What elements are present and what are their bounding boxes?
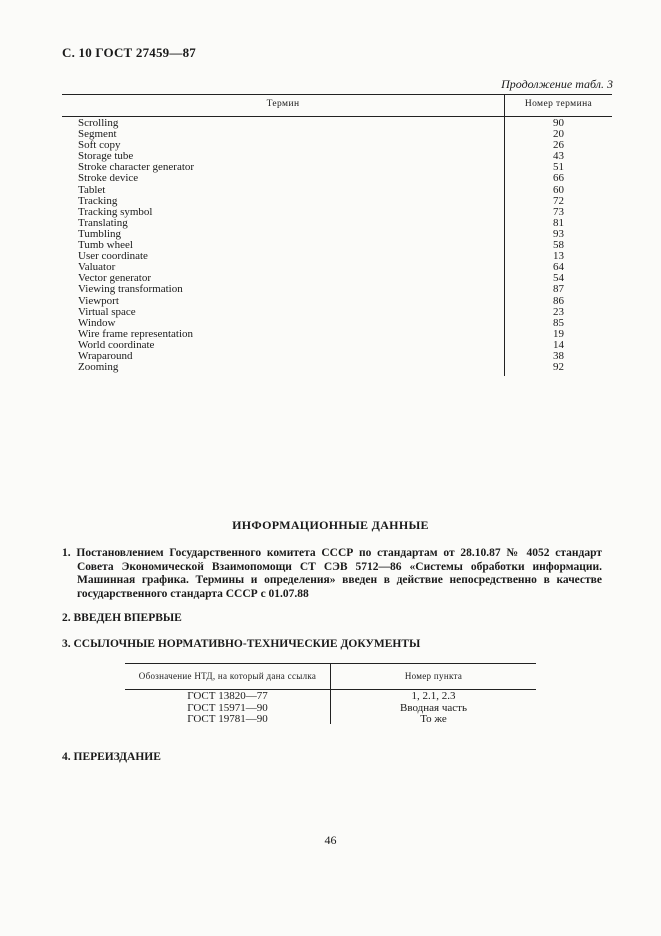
ref-item-cell: 1, 2.1, 2.3 <box>411 690 456 702</box>
term-cell: Segment <box>78 128 117 141</box>
term-number-cell: 90 <box>553 117 564 129</box>
terms-table-body <box>62 118 612 373</box>
table-row <box>62 251 612 262</box>
term-cell: Viewport <box>78 294 119 307</box>
term-cell: Tracking symbol <box>78 205 153 218</box>
page-number: 46 <box>324 833 337 847</box>
table-row <box>62 362 612 373</box>
term-cell: Valuator <box>78 261 116 274</box>
info-item-2: 2. ВВЕДЕН ВПЕРВЫЕ <box>62 612 182 624</box>
term-number-cell: 14 <box>553 338 564 351</box>
table-row <box>62 118 612 129</box>
term-number-cell: 87 <box>553 283 564 296</box>
reference-table <box>125 663 536 724</box>
column-header-term: Термин <box>266 99 300 109</box>
ref-column-header-doc: Обозначение НТД, на который дана ссылка <box>138 671 317 681</box>
term-number-cell: 73 <box>553 205 564 218</box>
table-row <box>62 307 612 318</box>
table-row <box>62 185 612 196</box>
section-title: ИНФОРМАЦИОННЫЕ ДАННЫЕ <box>232 518 429 532</box>
term-number-cell: 20 <box>553 128 564 141</box>
term-number-cell: 93 <box>553 227 564 240</box>
table-row <box>62 351 612 362</box>
table-continuation-note: Продолжение табл. 3 <box>501 77 613 91</box>
term-number-cell: 60 <box>553 183 564 196</box>
term-cell: Viewing transformation <box>78 283 183 296</box>
term-cell: Vector generator <box>78 272 151 285</box>
term-cell: Storage tube <box>78 150 134 163</box>
term-number-cell: 43 <box>553 150 564 163</box>
term-cell: World coordinate <box>78 338 155 351</box>
term-cell: Tumb wheel <box>78 239 133 252</box>
term-cell: Window <box>78 316 116 329</box>
table-row <box>62 129 612 140</box>
table-row <box>62 140 612 151</box>
term-cell: Virtual space <box>78 305 136 318</box>
term-number-cell: 54 <box>553 272 564 285</box>
term-number-cell: 66 <box>553 172 564 185</box>
reference-table-body <box>125 691 536 726</box>
term-cell: Zooming <box>78 361 119 374</box>
term-number-cell: 38 <box>553 349 564 362</box>
term-cell: Translating <box>78 216 128 229</box>
info-item-3: 3. ССЫЛОЧНЫЕ НОРМАТИВНО-ТЕХНИЧЕСКИЕ ДОКУМЕНТЫ <box>62 638 421 650</box>
ref-doc-cell: ГОСТ 13820—77 <box>187 690 268 702</box>
ref-item-cell: Вводная часть <box>400 701 467 714</box>
table-header-rule <box>62 116 612 117</box>
table-row <box>62 218 612 229</box>
table-row <box>62 229 612 240</box>
page-header: С. 10 ГОСТ 27459—87 <box>62 45 196 60</box>
terms-table <box>62 94 612 376</box>
term-number-cell: 72 <box>553 194 564 207</box>
table-row <box>62 162 612 173</box>
term-cell: Scrolling <box>78 117 119 129</box>
table-row <box>62 173 612 184</box>
column-header-number: Номер термина <box>524 99 593 109</box>
table-row <box>62 296 612 307</box>
table-row <box>62 207 612 218</box>
table-top-rule <box>62 94 612 95</box>
term-number-cell: 26 <box>553 139 564 152</box>
term-number-cell: 92 <box>553 361 564 374</box>
term-number-cell: 85 <box>553 316 564 329</box>
term-cell: Tumbling <box>78 227 122 240</box>
term-number-cell: 23 <box>553 305 564 318</box>
info-item-4: 4. ПЕРЕИЗДАНИЕ <box>62 751 161 763</box>
term-number-cell: 58 <box>553 239 564 252</box>
term-number-cell: 51 <box>553 161 564 174</box>
term-number-cell: 81 <box>553 216 564 229</box>
term-cell: Tracking <box>78 194 118 207</box>
table-row <box>125 691 536 703</box>
term-cell: Wire frame representation <box>78 327 193 340</box>
ref-item-cell: То же <box>420 713 447 725</box>
ref-doc-cell: ГОСТ 15971—90 <box>187 701 268 714</box>
table-row <box>62 340 612 351</box>
table-row <box>62 284 612 295</box>
term-cell: Wraparound <box>78 349 133 362</box>
term-number-cell: 19 <box>553 327 564 340</box>
term-cell: Stroke character generator <box>78 161 195 174</box>
term-cell: Stroke device <box>78 172 139 185</box>
term-number-cell: 13 <box>553 250 564 263</box>
table-row <box>125 714 536 726</box>
term-cell: Tablet <box>78 183 106 196</box>
ref-doc-cell: ГОСТ 19781—90 <box>187 713 268 725</box>
info-item-1-text: 1. Постановлением Государственного комитета СССР по стандартам от 28.10.87 № 4052 стандарт Совета Экономической Взаимопомощи СТ СЭВ 5712—86 «Системы обработки информации. Машинная графика. Термины и определения» введен в действие непосредственно в качестве государственного стандарта СССР с 01.07.88 <box>62 547 602 600</box>
term-cell: User coordinate <box>78 250 148 263</box>
info-item-1 <box>62 547 602 601</box>
term-number-cell: 86 <box>553 294 564 307</box>
term-cell: Soft copy <box>78 139 121 152</box>
ref-column-header-item: Номер пункта <box>404 671 463 681</box>
term-number-cell: 64 <box>553 261 564 274</box>
